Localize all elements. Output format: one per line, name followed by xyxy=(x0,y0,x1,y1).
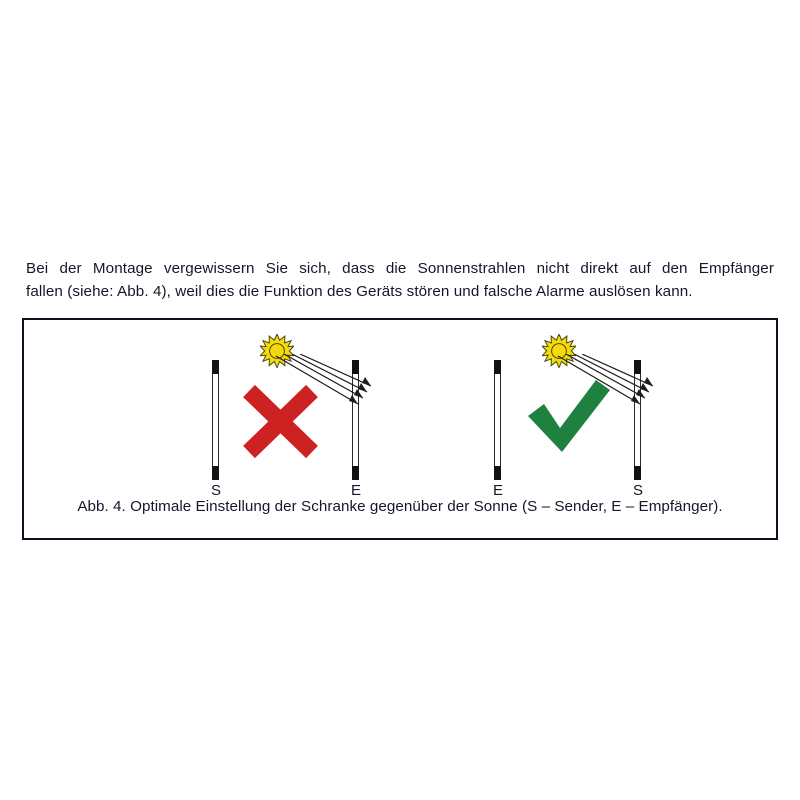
post-label-right-correct: S xyxy=(632,482,643,499)
post-cap-top-icon xyxy=(212,360,219,374)
red-cross-icon xyxy=(238,382,324,462)
figure-frame xyxy=(22,318,778,540)
post-label-left-wrong: S xyxy=(210,482,221,499)
post-left-correct xyxy=(494,360,501,480)
scene-correct-orientation xyxy=(394,320,754,499)
post-left-wrong xyxy=(212,360,219,480)
intro-line-1: Bei der Montage vergewissern Sie sich, dass die Sonnenstrahlen nicht direkt auf den Empfänger xyxy=(26,260,774,277)
post-label-right-wrong: E xyxy=(350,482,361,499)
post-cap-top-icon xyxy=(494,360,501,374)
figure-caption: Abb. 4. Optimale Einstellung der Schranke gegenüber der Sonne (S – Sender, E – Empfänger). xyxy=(77,498,723,515)
post-cap-bottom-icon xyxy=(352,466,359,480)
green-check-icon xyxy=(522,376,608,456)
post-cap-bottom-icon xyxy=(494,466,501,480)
post-label-left-correct: E xyxy=(492,482,503,499)
post-cap-bottom-icon xyxy=(634,466,641,480)
intro-line-2: fallen (siehe: Abb. 4), weil dies die Funktion des Geräts stören und falsche Alarme auslösen kann. xyxy=(26,283,693,300)
scene-wrong-orientation xyxy=(32,320,392,499)
figure-content xyxy=(24,320,776,538)
intro-paragraph xyxy=(26,257,774,303)
post-cap-bottom-icon xyxy=(212,466,219,480)
